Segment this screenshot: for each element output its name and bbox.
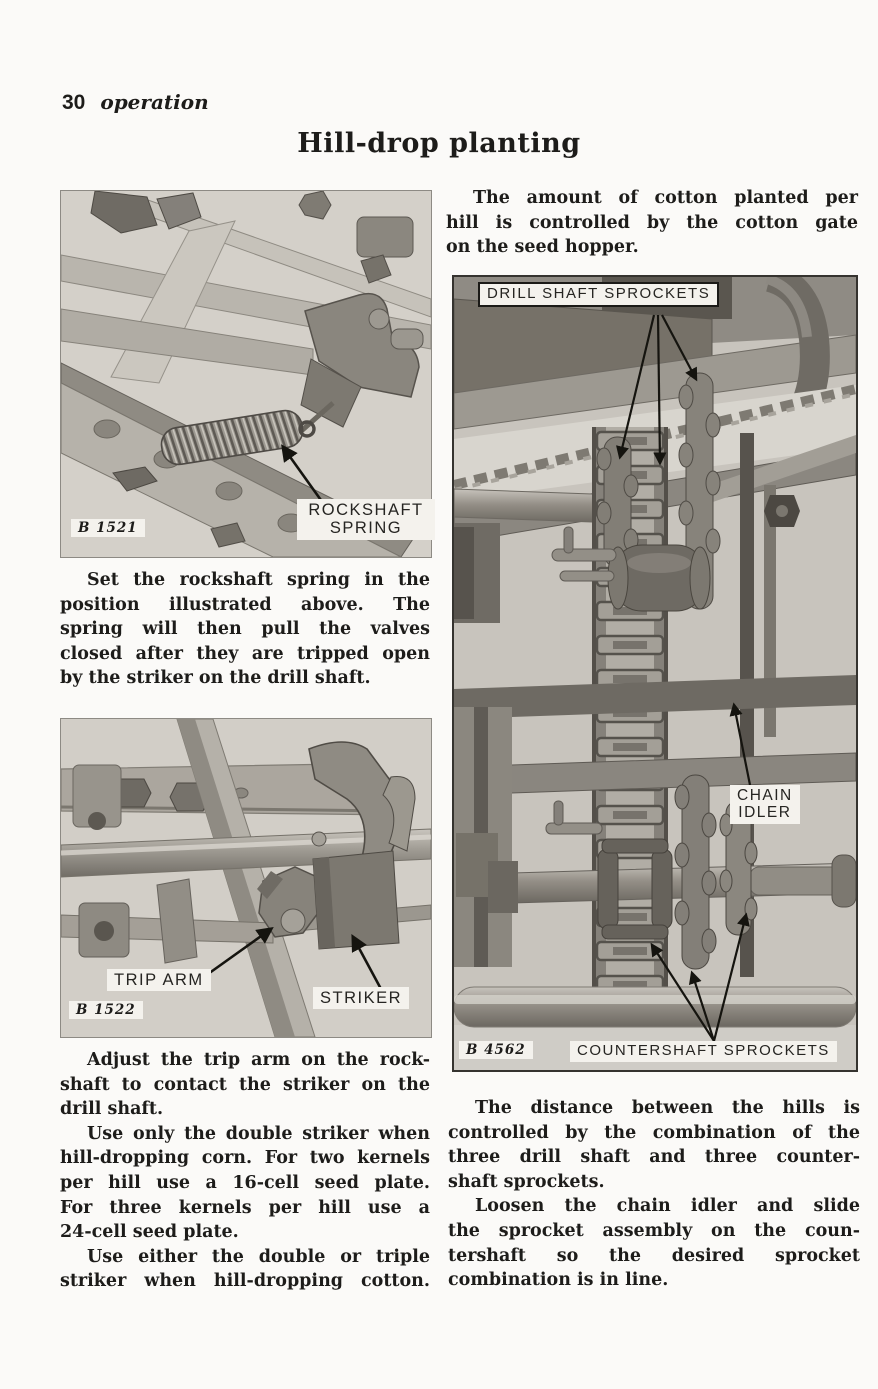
text-line: Use only the double striker when [87,1123,430,1144]
text-line: closed after they are tripped open [60,643,430,664]
paragraph-either-striker [60,1245,430,1294]
text-line: combination is in line. [448,1270,669,1291]
paragraph-distance [448,1096,860,1194]
photo-id-b4562: B 4562 [459,1041,533,1059]
text-line: The amount of cotton planted per [473,188,858,208]
page-header [62,90,209,115]
photo-id-b1522: B 1522 [69,1001,143,1019]
text-line: Loosen the chain idler and slide [475,1196,860,1217]
section-title: operation [100,90,209,114]
text-line: controlled by the combination of the [448,1122,860,1143]
callout-text: ROCKSHAFT [308,501,424,519]
text-line: shaft to contact the striker on the [60,1074,430,1095]
paragraph-rockshaft [60,568,430,691]
text-line: three drill shaft and three counter- [448,1147,860,1168]
text-line: tershaft so the desired sprocket [448,1245,860,1266]
callout-drill-shaft-sprockets: DRILL SHAFT SPROCKETS [478,282,719,307]
callout-rockshaft-spring [297,499,435,540]
callout-trip-arm: TRIP ARM [107,969,211,991]
text-line: shaft sprockets. [448,1171,605,1192]
machinery-lower-left [454,707,512,967]
callout-chain-idler [730,785,800,824]
text-line: the sprocket assembly on the coun- [448,1220,860,1241]
paragraph-double-striker [60,1122,430,1245]
left-bottom-text [60,1048,430,1294]
callout-text: CHAIN [737,787,793,804]
text-line: striker when hill-dropping cotton. [60,1271,430,1292]
text-line: per hill use a 16-cell seed plate. [60,1172,430,1193]
text-line: drill shaft. [60,1099,164,1120]
text-line: The distance between the hills is [475,1098,860,1118]
text-line: spring will then pull the valves [60,619,430,640]
page-number: 30 [62,91,86,114]
text-line: Set the rockshaft spring in the [87,570,430,590]
figure-drive-sprockets [452,275,858,1072]
figure-rockshaft-spring [60,190,432,558]
bottom-rod [454,987,856,1027]
photo-id-b1521: B 1521 [71,519,145,537]
text-line: hill is controlled by the cotton gate [446,212,858,233]
callout-text: IDLER [738,804,792,822]
page-title: Hill-drop planting [297,128,581,159]
callout-countershaft-sprockets: COUNTERSHAFT SPROCKETS [570,1041,837,1062]
text-line: Use either the double or triple [87,1246,430,1267]
paragraph-adjust-trip-arm [60,1048,430,1122]
paragraph-loosen-idler [448,1194,860,1292]
text-line: on the seed hopper. [446,237,639,258]
text-line: 24-cell seed plate. [60,1222,239,1243]
text-line: For three kernels per hill use a [60,1197,430,1218]
roller-spool [608,545,710,611]
text-line: Adjust the trip arm on the rock- [87,1050,430,1070]
text-line: hill-dropping corn. For two kernels [60,1148,430,1169]
paragraph-cotton-gate [446,186,858,260]
figure-trip-arm-striker [60,718,432,1038]
callout-text: SPRING [329,519,403,538]
text-line: by the striker on the drill shaft. [60,668,371,689]
callout-striker: STRIKER [313,987,409,1009]
right-bottom-text [448,1096,860,1293]
text-line: position illustrated above. The [60,594,430,615]
sprockets-photo [454,277,856,1070]
